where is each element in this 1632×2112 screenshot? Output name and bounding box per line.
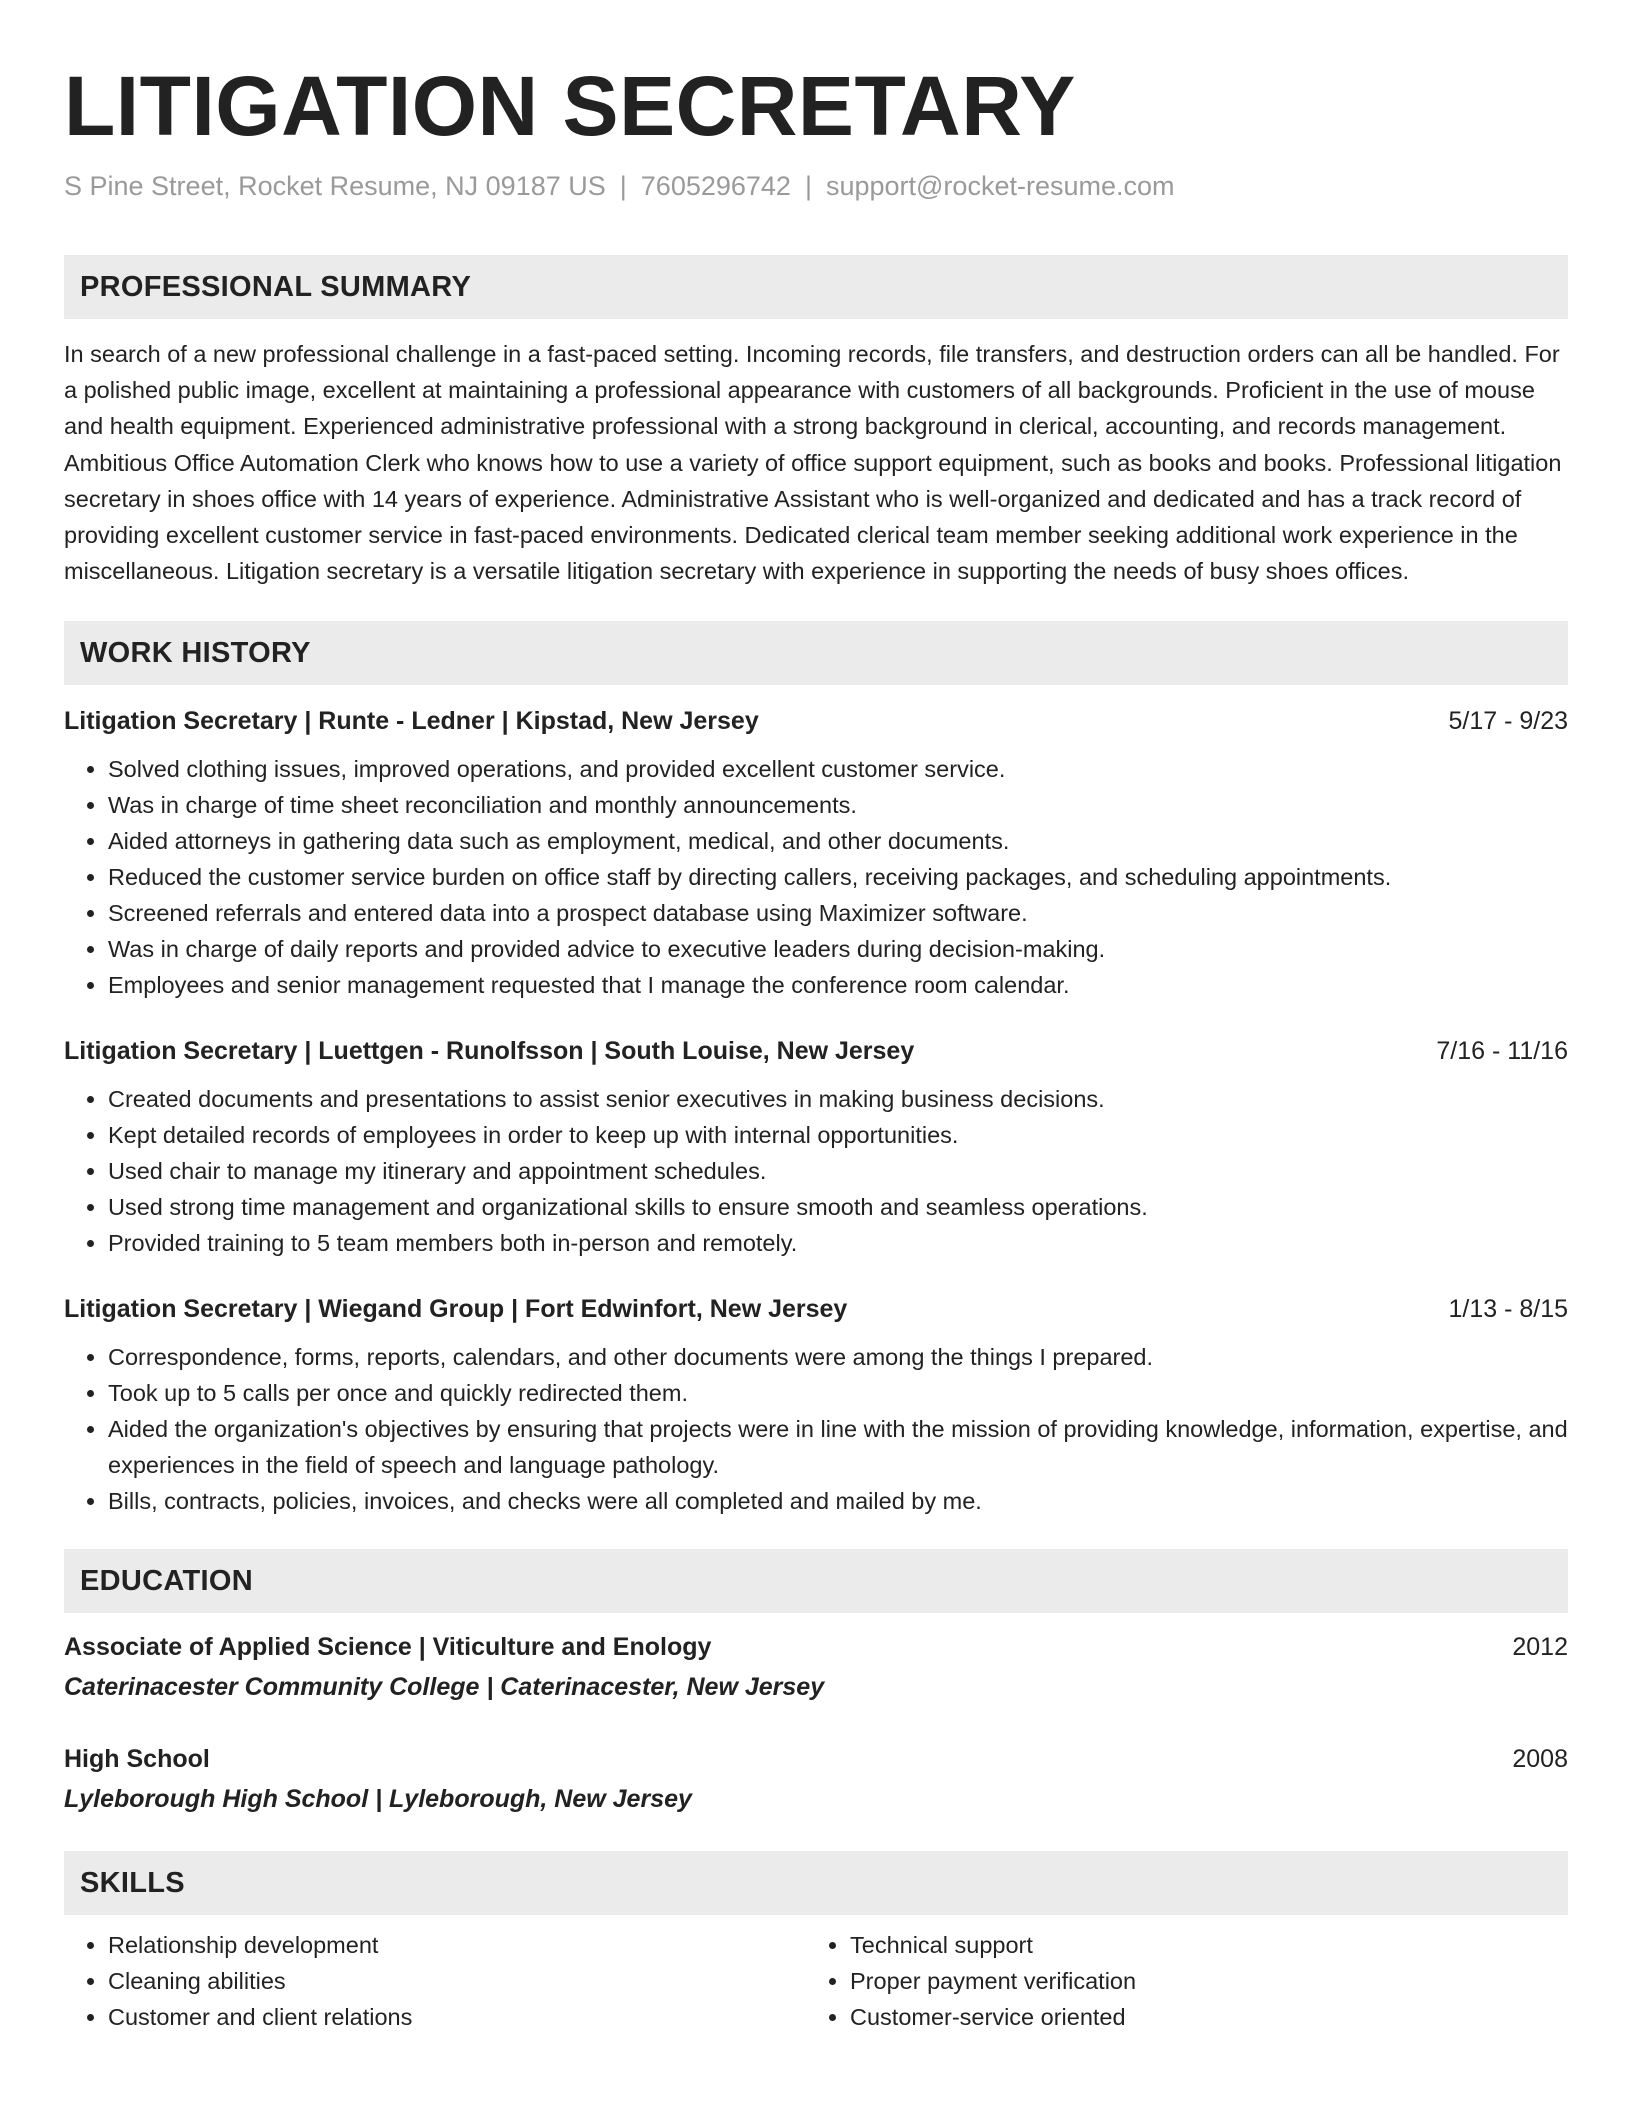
- summary-text: In search of a new professional challenge in a fast-paced setting. Incoming records, file transfers, and destruction orders can all be handled. For a polished public image, excellent at maintaining a professional appearance with customers of all backgrounds. Proficient in the use of mouse and health equipment. Experienced administrative professional with a strong background in clerical, accounting, and records management. Ambitious Office Automation Clerk who knows how to use a variety of office support equipment, such as books and books. Professional litigation secretary in shoes office with 14 years of experience. Administrative Assistant who is well-organized and dedicated and has a track record of providing excellent customer service in fast-paced environments. Dedicated clerical team member seeking additional work experience in the miscellaneous. Litigation secretary is a versatile litigation secretary with experience in supporting the needs of busy shoes offices.: [64, 341, 1562, 585]
- job-bullet: • Was in charge of daily reports and provided advice to executive leaders during decision-making.: [108, 931, 1568, 967]
- education-school: Caterinacester Community College | Caterinacester, New Jersey: [64, 1673, 825, 1702]
- job-bullet: • Employees and senior management requested that I manage the conference room calendar.: [108, 967, 1568, 1003]
- job-bullet: • Bills, contracts, policies, invoices, and checks were all completed and mailed by me.: [108, 1483, 1568, 1519]
- job-bullet: • Used chair to manage my itinerary and appointment schedules.: [108, 1153, 1568, 1189]
- education-school: Lyleborough High School | Lyleborough, New Jersey: [64, 1785, 692, 1814]
- education-row: [64, 1627, 1568, 1667]
- skill-item: • Customer and client relations: [108, 1999, 806, 2035]
- skills-column-left: [64, 1927, 806, 2035]
- job-dates: 1/13 - 8/15: [1448, 1295, 1568, 1324]
- contact-address: S Pine Street, Rocket Resume, NJ 09187 US: [64, 171, 606, 201]
- contact-separator: |: [804, 171, 812, 201]
- resume-page: [64, 0, 1568, 2035]
- summary-section-header: PROFESSIONAL SUMMARY: [64, 255, 1568, 319]
- education-section-header: EDUCATION: [64, 1549, 1568, 1613]
- education-entry: [64, 1739, 1568, 1819]
- job-entry: [64, 1291, 1568, 1519]
- job-bullet: • Correspondence, forms, reports, calendars, and other documents were among the things I prepared.: [108, 1339, 1568, 1375]
- job-bullet: • Aided attorneys in gathering data such as employment, medical, and other documents.: [108, 823, 1568, 859]
- contact-separator: |: [619, 171, 627, 201]
- job-bullet-list: [64, 751, 1568, 1003]
- job-title: Litigation Secretary | Wiegand Group | Fort Edwinfort, New Jersey: [64, 1295, 848, 1324]
- job-bullet: • Reduced the customer service burden on office staff by directing callers, receiving packages, and scheduling appointments.: [108, 859, 1568, 895]
- job-bullet: • Was in charge of time sheet reconciliation and monthly announcements.: [108, 787, 1568, 823]
- job-dates: 5/17 - 9/23: [1448, 707, 1568, 736]
- skill-item: • Technical support: [850, 1927, 1548, 1963]
- education-entry: [64, 1627, 1568, 1707]
- work-history-section-header: WORK HISTORY: [64, 621, 1568, 685]
- education-degree: Associate of Applied Science | Viticulture and Enology: [64, 1633, 712, 1662]
- contact-email: support@rocket-resume.com: [825, 171, 1175, 201]
- job-bullet: • Provided training to 5 team members both in-person and remotely.: [108, 1225, 1568, 1261]
- job-title-row: [64, 1291, 1568, 1327]
- candidate-name: LITIGATION SECRETARY: [64, 59, 1076, 153]
- job-bullet: • Solved clothing issues, improved operations, and provided excellent customer service.: [108, 751, 1568, 787]
- job-bullet: • Kept detailed records of employees in order to keep up with internal opportunities.: [108, 1117, 1568, 1153]
- skill-item: • Relationship development: [108, 1927, 806, 1963]
- education-year: 2012: [1512, 1633, 1568, 1662]
- education-row: [64, 1739, 1568, 1779]
- education-year: 2008: [1512, 1745, 1568, 1774]
- job-bullet-list: [64, 1081, 1568, 1261]
- job-bullet: • Took up to 5 calls per once and quickly redirected them.: [108, 1375, 1568, 1411]
- job-entry: [64, 703, 1568, 1003]
- job-bullet: • Created documents and presentations to assist senior executives in making business decisions.: [108, 1081, 1568, 1117]
- skill-item: • Customer-service oriented: [850, 1999, 1548, 2035]
- contact-line: [64, 168, 1568, 204]
- skills-section-header: SKILLS: [64, 1851, 1568, 1915]
- contact-phone: 7605296742: [640, 171, 791, 201]
- job-bullet-list: [64, 1339, 1568, 1519]
- job-bullet: • Used strong time management and organizational skills to ensure smooth and seamless operations.: [108, 1189, 1568, 1225]
- job-title-row: [64, 703, 1568, 739]
- job-entry: [64, 1033, 1568, 1261]
- job-title-row: [64, 1033, 1568, 1069]
- skill-item: • Proper payment verification: [850, 1963, 1548, 1999]
- skills-column-right: [806, 1927, 1548, 2035]
- education-degree: High School: [64, 1745, 210, 1774]
- job-dates: 7/16 - 11/16: [1436, 1037, 1568, 1066]
- skill-item: • Cleaning abilities: [108, 1963, 806, 1999]
- job-bullet: • Screened referrals and entered data into a prospect database using Maximizer software.: [108, 895, 1568, 931]
- skills-grid: [64, 1927, 1568, 2035]
- job-title: Litigation Secretary | Runte - Ledner | Kipstad, New Jersey: [64, 707, 759, 736]
- job-bullet: • Aided the organization's objectives by ensuring that projects were in line with the mission of providing knowledge, information, expertise, and experiences in the field of speech and language pathology.: [108, 1411, 1568, 1483]
- job-title: Litigation Secretary | Luettgen - Runolfsson | South Louise, New Jersey: [64, 1037, 915, 1066]
